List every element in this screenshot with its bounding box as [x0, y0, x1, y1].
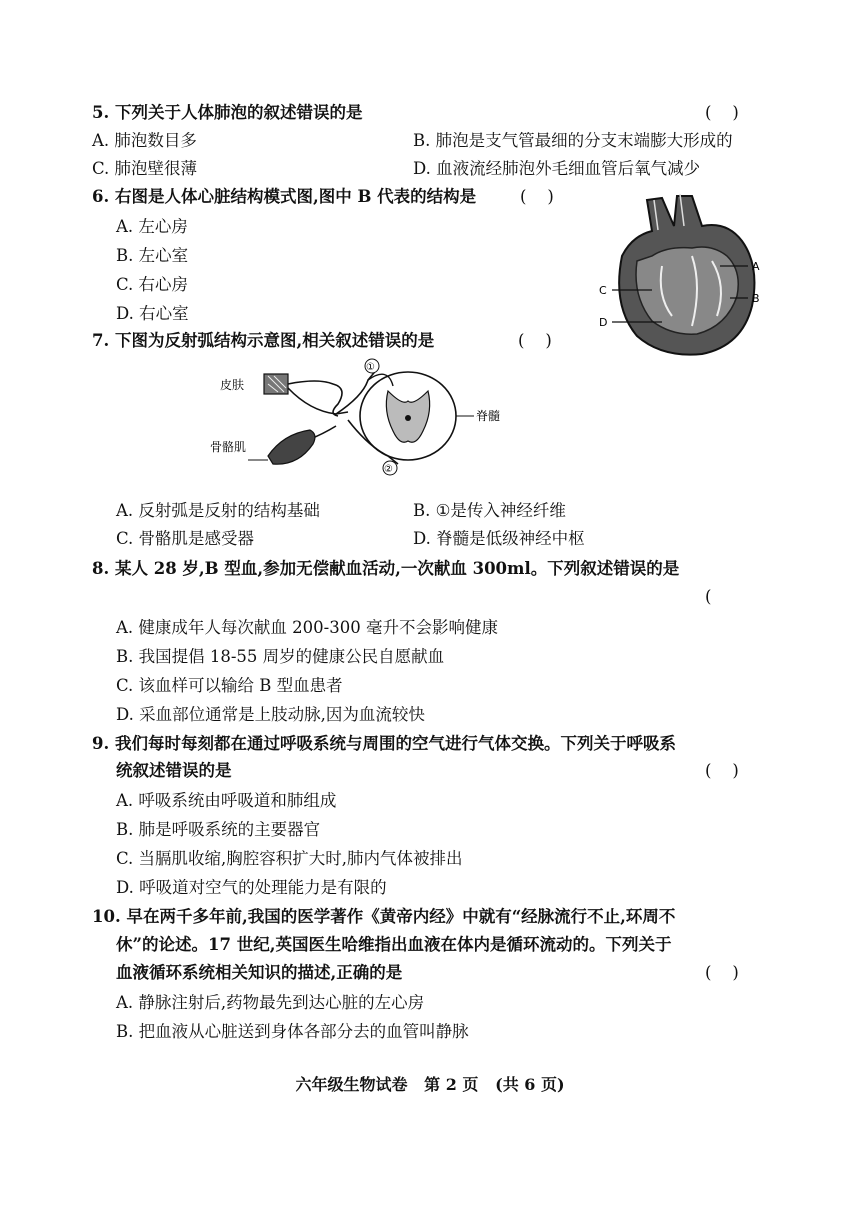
q8-answer-paren: ( — [705, 587, 712, 606]
q8-option-c: C. 该血样可以输给 B 型血患者 — [116, 676, 343, 695]
q5-option-a: A. 肺泡数目多 — [92, 131, 197, 150]
q8-option-a: A. 健康成年人每次献血 200-300 毫升不会影响健康 — [116, 618, 498, 637]
reflex-label-muscle: 骨骼肌 — [210, 440, 247, 454]
q10-option-b: B. 把血液从心脏送到身体各部分去的血管叫静脉 — [116, 1022, 469, 1041]
q9-stem-line1: 9. 我们每时每刻都在通过呼吸系统与周围的空气进行气体交换。下列关于呼吸系 — [92, 734, 676, 753]
q5-option-b: B. 肺泡是支气管最细的分支末端膨大形成的 — [413, 131, 733, 150]
q5-stem: 5. 下列关于人体肺泡的叙述错误的是 — [92, 103, 363, 122]
q7-answer-paren: ( ) — [518, 331, 552, 350]
q8-stem: 8. 某人 28 岁,B 型血,参加无偿献血活动,一次献血 300ml。下列叙述错误的是 — [92, 559, 680, 578]
q9-option-c: C. 当膈肌收缩,胸腔容积扩大时,肺内气体被排出 — [116, 849, 463, 868]
q6-option-b: B. 左心室 — [116, 246, 189, 265]
heart-label-b: B — [752, 292, 760, 305]
q8-option-b: B. 我国提倡 18-55 周岁的健康公民自愿献血 — [116, 647, 445, 666]
q6-stem: 6. 右图是人体心脏结构模式图,图中 B 代表的结构是 — [92, 187, 477, 206]
q5-option-c: C. 肺泡壁很薄 — [92, 159, 198, 178]
q6-option-c: C. 右心房 — [116, 275, 189, 294]
heart-label-c: C — [599, 284, 607, 297]
q7-option-a: A. 反射弧是反射的结构基础 — [116, 501, 320, 520]
q10-answer-paren: ( ) — [705, 963, 739, 982]
q10-stem-line2: 休”的论述。17 世纪,英国医生哈维指出血液在体内是循环流动的。下列关于 — [116, 935, 672, 954]
heart-label-a: A — [752, 260, 760, 273]
q6-answer-paren: ( ) — [520, 187, 554, 206]
reflex-label-1: ① — [366, 362, 375, 373]
q7-stem: 7. 下图为反射弧结构示意图,相关叙述错误的是 — [92, 331, 435, 350]
q7-option-d: D. 脊髓是低级神经中枢 — [413, 529, 585, 548]
heart-label-d: D — [599, 316, 608, 329]
heart-diagram — [592, 186, 770, 362]
q9-option-b: B. 肺是呼吸系统的主要器官 — [116, 820, 321, 839]
q5-answer-paren: ( ) — [705, 103, 739, 122]
q9-option-d: D. 呼吸道对空气的处理能力是有限的 — [116, 878, 387, 897]
reflex-arc-diagram — [210, 356, 558, 480]
q9-answer-paren: ( ) — [705, 761, 739, 780]
q6-option-d: D. 右心室 — [116, 304, 189, 323]
q7-option-b: B. ①是传入神经纤维 — [413, 501, 566, 520]
q5-option-d: D. 血液流经肺泡外毛细血管后氧气减少 — [413, 159, 701, 178]
page-footer: 六年级生物试卷 第 2 页 (共 6 页) — [295, 1075, 565, 1094]
q8-option-d: D. 采血部位通常是上肢动脉,因为血流较快 — [116, 705, 425, 724]
reflex-label-spinal: 脊髓 — [476, 409, 501, 423]
q7-option-c: C. 骨骼肌是感受器 — [116, 529, 255, 548]
q10-option-a: A. 静脉注射后,药物最先到达心脏的左心房 — [116, 993, 425, 1012]
reflex-label-2: ② — [384, 464, 393, 475]
q9-option-a: A. 呼吸系统由呼吸道和肺组成 — [116, 791, 337, 810]
q10-stem-line3: 血液循环系统相关知识的描述,正确的是 — [116, 963, 403, 982]
q10-stem-line1: 10. 早在两千多年前,我国的医学著作《黄帝内经》中就有“经脉流行不止,环周不 — [92, 907, 676, 926]
reflex-label-skin: 皮肤 — [220, 378, 245, 392]
q9-stem-line2: 统叙述错误的是 — [116, 761, 232, 780]
q6-option-a: A. 左心房 — [116, 217, 188, 236]
